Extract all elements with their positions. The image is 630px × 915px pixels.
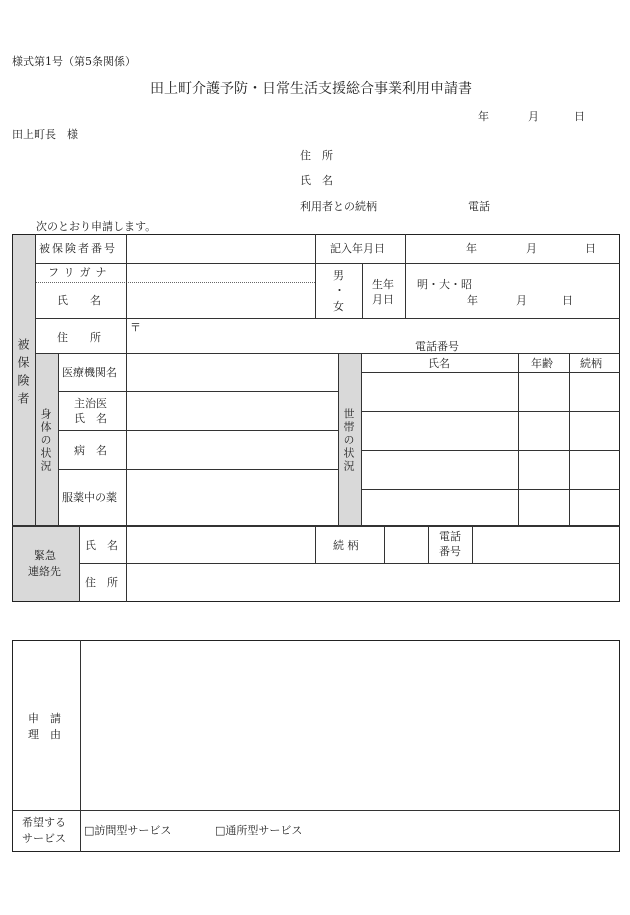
intro-text: 次のとおり申請します。 <box>36 220 157 233</box>
phone-number-label: 電話番号 <box>415 340 459 353</box>
date-day: 日 <box>574 110 585 123</box>
insured-side-label: 被保険者 <box>16 338 30 410</box>
page-title: 田上町介護予防・日常生活支援総合事業利用申請書 <box>150 81 472 97</box>
body-side-label: 身体の状況 <box>39 408 52 473</box>
date-year: 年 <box>478 110 489 123</box>
reason-label-2: 理 由 <box>28 728 61 741</box>
medicine-field[interactable] <box>127 470 338 525</box>
gender-female[interactable]: 女 <box>333 300 344 313</box>
emergency-relation-field[interactable] <box>385 527 428 563</box>
insured-number-label: 被保険者番号 <box>39 242 117 255</box>
furigana-label: フリガナ <box>48 266 112 279</box>
emergency-phone-label-2: 番号 <box>439 545 461 558</box>
emergency-phone-field[interactable] <box>473 527 620 563</box>
reason-label-1: 申 請 <box>28 712 61 725</box>
emergency-name-label: 氏 名 <box>85 539 118 552</box>
entry-date-year: 年 <box>466 242 477 255</box>
gender-male[interactable]: 男 <box>333 269 344 282</box>
entry-date-label: 記入年月日 <box>330 242 385 255</box>
furigana-field[interactable] <box>127 264 315 282</box>
emergency-address-field[interactable] <box>127 564 620 601</box>
birth-label-1: 生年 <box>372 278 394 291</box>
doctor-field[interactable] <box>127 392 338 430</box>
doctor-label-1: 主治医 <box>74 397 107 410</box>
service-option-visit[interactable]: □訪問型サービス <box>84 824 172 837</box>
household-side-label: 世帯の状況 <box>342 408 355 473</box>
form-number: 様式第1号（第5条関係） <box>12 55 136 68</box>
applicant-name-label: 氏 名 <box>300 174 333 187</box>
applicant-address-label: 住 所 <box>300 149 333 162</box>
institution-label: 医療機関名 <box>62 366 117 379</box>
emergency-address-label: 住 所 <box>85 576 118 589</box>
institution-field[interactable] <box>127 354 338 391</box>
applicant-phone-label: 電話 <box>468 200 490 213</box>
reason-field[interactable] <box>81 641 619 810</box>
service-label-2: サービス <box>22 832 66 845</box>
emergency-name-field[interactable] <box>127 527 315 563</box>
insured-address-field[interactable] <box>127 319 620 353</box>
insured-address-label: 住 所 <box>57 331 101 344</box>
household-col-relation: 続柄 <box>580 357 602 370</box>
date-month: 月 <box>528 110 539 123</box>
addressee: 田上町長 様 <box>12 128 78 141</box>
entry-date-day: 日 <box>585 242 596 255</box>
emergency-phone-label-1: 電話 <box>439 530 461 543</box>
household-col-name: 氏名 <box>428 357 450 370</box>
postal-mark: 〒 <box>130 321 141 334</box>
birth-era[interactable]: 明・大・昭 <box>417 278 472 291</box>
doctor-label-2: 氏 名 <box>74 412 107 425</box>
emergency-label-2: 連絡先 <box>28 565 61 578</box>
insured-number-field[interactable] <box>127 235 315 263</box>
applicant-relation-label: 利用者との続柄 <box>300 200 377 213</box>
gender-dot: ・ <box>334 284 345 297</box>
emergency-relation-label: 続 柄 <box>333 539 359 552</box>
emergency-label-cell <box>13 526 79 601</box>
birth-day: 日 <box>562 294 573 307</box>
household-col-age: 年齢 <box>531 357 553 370</box>
entry-date-month: 月 <box>526 242 537 255</box>
insured-name-label: 氏 名 <box>57 294 101 307</box>
disease-field[interactable] <box>127 431 338 469</box>
birth-year: 年 <box>467 294 478 307</box>
service-option-daycare[interactable]: □通所型サービス <box>215 824 303 837</box>
birth-month: 月 <box>516 294 527 307</box>
emergency-label-1: 緊急 <box>34 549 56 562</box>
insured-name-field[interactable] <box>127 283 315 318</box>
disease-label: 病 名 <box>74 444 107 457</box>
service-label-1: 希望する <box>22 816 66 829</box>
birth-label-2: 月日 <box>372 293 394 306</box>
medicine-label: 服薬中の薬 <box>62 491 117 504</box>
